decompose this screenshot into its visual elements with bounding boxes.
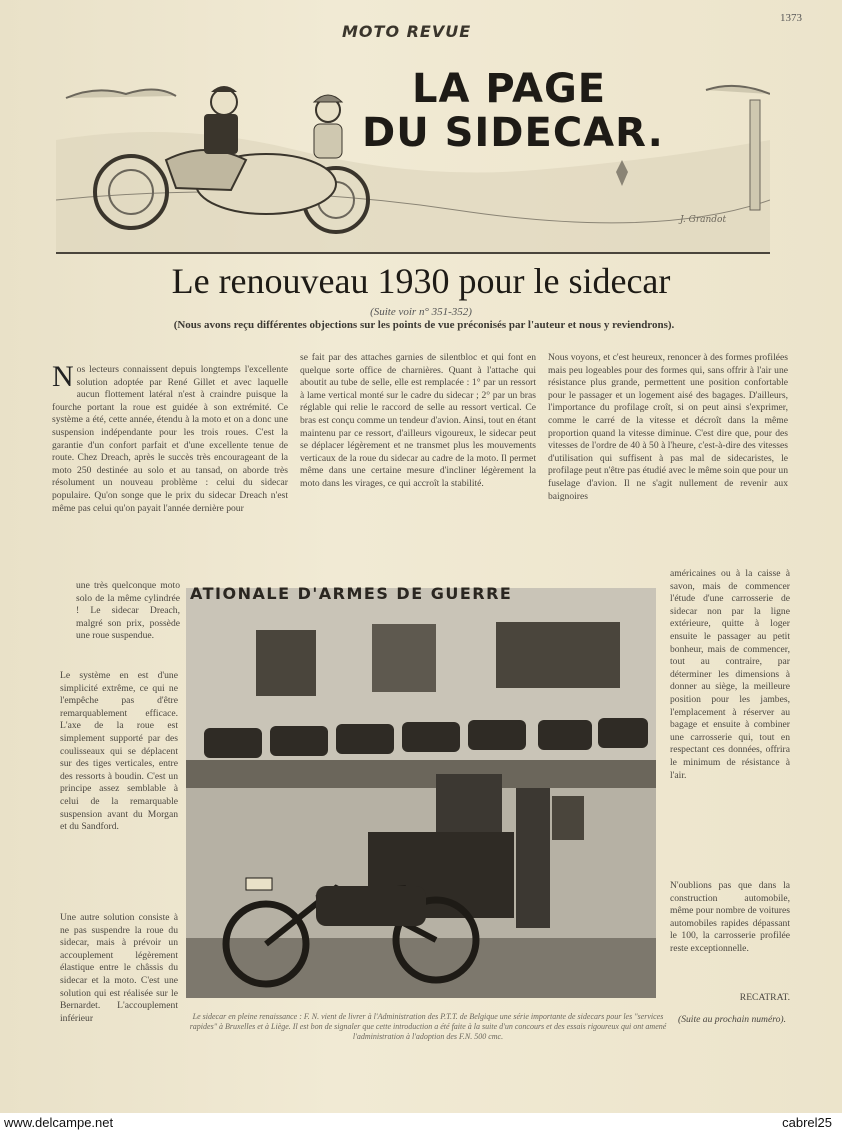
footer-site: www.delcampe.net	[4, 1115, 114, 1130]
article-column-3: Nous voyons, et c'est heureux, renoncer à des formes profilées mais peu logeables pour des formes qui, sans offrir à l'air une résistance plus grande, permettent une position confortable pour le passager et un logement aisé des bagages. D'ailleurs, l'importance du profilage croît, si on peut ainsi s'exprimer, comme le carré de la vitesse et décroît dans la même proportion quand la vitesse diminue. C'est dire que, pour des vitesses de l'ordre de 40 à 50 à l'heure, c'est-à-dire des vitesses d'utilisation qui suffisent à pas mal de sidecaristes, le profilage peut n'être pas étudié avec le même soin que pour un fuselage d'avion. Il ne s'agit nullement de revenir aux baignoires	[548, 352, 788, 502]
article-column-1c: Le système en est d'une simplicité extrême, ce qui ne l'empêche pas d'être remarquablement efficace. L'axe de la roue est simplement supporté par des coulisseaux qui se déplacent sur des tiges verticales, entre des ressorts à boudin. C'est un principe assez semblable à celui de la remarquable suspension avant du Morgan et du Sandford.	[60, 670, 178, 833]
article-photo	[186, 588, 656, 998]
continuation-note: (Suite voir n° 351-352)	[370, 306, 472, 318]
banner-title-line2: DU SIDECAR.	[362, 110, 664, 156]
footer-seller: cabrel25	[782, 1115, 832, 1130]
artist-signature: J. Grandot	[680, 215, 727, 225]
sidecar-photo	[186, 588, 656, 998]
article-column-2: se fait par des attaches garnies de silentbloc et qui font en quelque sorte office de charnières. Quant à l'attache qui aboutit au tube de selle, elle est remplacée : 1° par un ressort à lame vertical monté sur le cadre du sidecar ; 2° par un bras réglable qui relie le raccord de selle au ressort vertical. Ce bras est conçu comme un tendeur d'avion. Ainsi, tout en étant maintenu par ce ressort, d'ailleurs vigoureux, le sidecar peut se déplacer légèrement et ne transmet plus les mouvements verticaux de la roue du sidecar au cadre de la moto. Il permet même dans une certaine mesure d'incliner légèrement la moto dans les virages, ce qui accroît la stabilité.	[300, 352, 536, 489]
col1-text: os lecteurs connaissent depuis longtemps l'excellente solution adoptée par René Gillet et avec laquelle aucun flottement latéral n'est à craindre puisque la fourche portant la roue est guidée à son extrémité. Ce système a été, cette année, étendu à la moto et on a donc une suspension indépendante pour les trois roues. C'est la garantie d'un confort parfait et d'une excellente tenue de route. Chez Dreach, après le succès très encourageant de la moto 250 destinée au solo et au tansad, on aborde très résolument un nouveau problème : celui du sidecar populaire. Qu'on songe que le prix du sidecar Dreach n'est même pas celui qu'on payait l'année dernière pour	[52, 364, 288, 514]
article-title: Le renouveau 1930 pour le sidecar	[171, 261, 671, 301]
page-number: 1373	[780, 12, 802, 24]
banner-title-line1: LA PAGE	[412, 66, 607, 112]
article-column-1d: Une autre solution consiste à ne pas suspendre la roue du sidecar, mais à prévoir un accouplement légèrement élastique entre le châssis du sidecar et la moto. C'est une solution qui est réalisée sur le Bernardet. L'accouplement inférieur	[60, 912, 178, 1024]
article-column-3b: américaines ou à la caisse à savon, mais de commencer l'étude d'une carrosserie de sidecar non par la ligne extérieure, quitte à loger ensuite le passager au petit bonheur, mais de commencer, tout au contraire, par déterminer les dimensions à donner au siège, la meilleure position pour les jambes, l'emplacement à réserver au bagage et ensuite à combiner une carrosserie qui, tout en respectant ces données, offrira le minimum de résistance à l'air.	[670, 568, 790, 781]
article-column-1b: une très quelconque moto solo de la même cylindrée ! Le sidecar Dreach, malgré son prix, possède une roue suspendue.	[76, 580, 180, 642]
photo-caption: Le sidecar en pleine renaissance : F. N. vient de livrer à l'Administration des P.T.T. de Belgique une série importante de sidecars pour les "services rapides" à Bruxelles et à Liège. Il est bon de signaler que cette introduction a été faite à la suite d'un concours et des essais rigoureux qui ont amené l'administration à l'adoption des F.N. 500 cmc.	[189, 1012, 667, 1041]
editor-note: (Nous avons reçu différentes objections sur les points de vue préconisés par l'auteur et nous y reviendrons).	[173, 319, 675, 331]
magazine-header: MOTO REVUE	[342, 22, 472, 41]
drop-cap: N	[52, 360, 74, 393]
photo-building-sign: ATIONALE D'ARMES DE GUERRE	[190, 584, 513, 603]
watermark-footer	[0, 1113, 842, 1133]
to-be-continued-note: (Suite au prochain numéro).	[678, 1014, 786, 1025]
author-signature: RECATRAT.	[739, 992, 790, 1003]
article-column-3c: N'oublions pas que dans la construction automobile, même pour nombre de voitures automobiles rapides dépassant le 100, la carrosserie profilée reste exceptionnelle.	[670, 880, 790, 954]
article-column-1	[52, 360, 288, 515]
